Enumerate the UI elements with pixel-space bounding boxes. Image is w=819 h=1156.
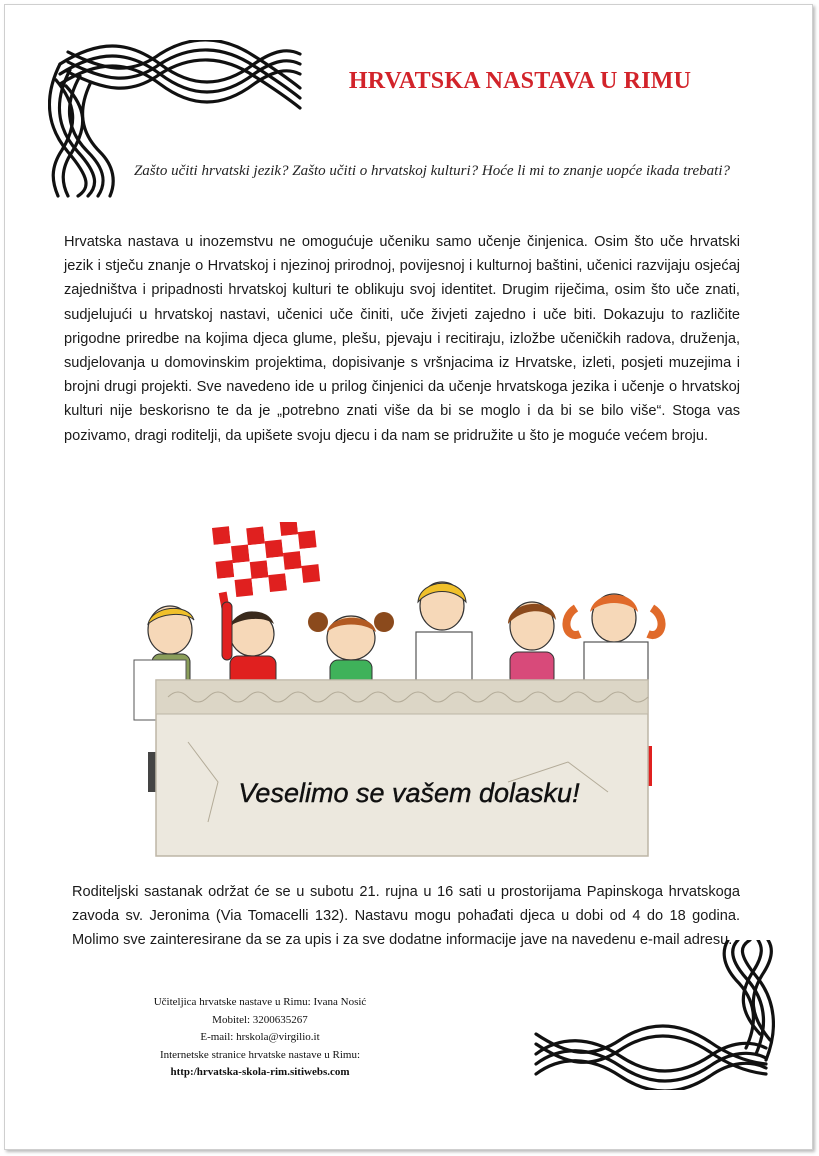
teacher-line: Učiteljica hrvatske nastave u Rimu: Ivana Nosić: [153, 996, 367, 1008]
flag-square: [250, 560, 269, 579]
child-figure: [416, 582, 472, 684]
flag-square: [300, 547, 319, 566]
subtitle-questions: Zašto učiti hrvatski jezik? Zašto učiti o hrvatskoj kulturi? Hoće li mi to znanje uopće ikada trebati?: [133, 163, 731, 179]
flag-square: [248, 543, 267, 562]
braid-ornament-bottom-right: [530, 940, 775, 1090]
email-line[interactable]: E-mail: hrskola@virgilio.it: [200, 1031, 320, 1043]
flag-square: [296, 522, 315, 532]
flag-square: [233, 561, 252, 580]
page-title: HRVATSKA NASTAVA U RIMU: [348, 68, 692, 94]
flag-square: [266, 556, 285, 575]
flag-square: [265, 539, 284, 558]
website-link[interactable]: http:/hrvatska-skola-rim.sitiwebs.com: [170, 1066, 350, 1078]
flag-square: [229, 528, 248, 547]
mobile-line: Mobitel: 3200635267: [212, 1013, 308, 1026]
intro-paragraph: Hrvatska nastava u inozemstvu ne omogućuje učeniku samo učenje činjenica. Osim što uče hrvatski jezik i stječu znanje o Hrvatskoj i njezinoj prirodnoj, povijesnoj i kulturnoj baštini, učenici razvijaju osjećaj zajedništva i pripadnosti hrvatskoj kulturi te oblikuju svoj identitet. Drugim riječima, osim što uče znati, sudjelujući u hrvatskoj nastavi, učenici uče činiti, uče živjeti zajedno i uče biti. Dokazuju to različite prigodne priredbe na kojima djeca glume, plešu, pjevaju i recitiraju, izložbe učeničkih radova, druženja, sudjelovanja u domovinskim projektima, dopisivanje s vršnjacima iz Hrvatske, izleti, posjeti muzejima i brojni drugi projekti. Sve navedeno ide u prilog činjenici da učenje hrvatskoga jezika i učenje o hrvatskoj kulturi nije beskorisno te da je „potrebno znati više da bi se moglo i da bi se bilo više“. Stoga vas pozivamo, dragi roditelji, da upišete svoju djecu i da nam se pridružite u što je moguće većem broju.: [64, 234, 740, 444]
flag-square: [298, 530, 317, 549]
flag-square: [283, 551, 302, 570]
slogan-text: Veselimo se vašem dolasku!: [238, 778, 580, 808]
flag-square: [268, 573, 287, 592]
website-label: Internetske stranice hrvatske nastave u Rimu:: [159, 1048, 361, 1061]
flag-square: [246, 527, 265, 546]
contact-block: [110, 994, 410, 1082]
flag-square: [216, 560, 235, 579]
flag-square: [285, 568, 304, 587]
slogan-wrap: [0, 770, 819, 819]
slogan-banner: [0, 770, 819, 814]
checkerboard-flag: [212, 522, 321, 600]
flag-square: [235, 578, 254, 597]
flag-square: [212, 526, 231, 545]
flag-square: [301, 564, 320, 583]
stone-tablet: [156, 680, 648, 856]
child-figure: [508, 602, 556, 686]
meeting-paragraph: Roditeljski sastanak održat će se u subotu 21. rujna u 16 sati u prostorijama Papinskoga hrvatskoga zavoda sv. Jeronima (Via Tomacelli 132). Nastavu mogu pohađati djeca u dobi od 4 do 18 godina. Molimo sve zainteresirane da se za upis i za sve dodatne informacije jave na navedenu e-mail adresu.: [72, 884, 740, 949]
flag-square: [231, 544, 250, 563]
flag-square: [214, 543, 233, 562]
flag-square: [279, 522, 298, 536]
flag-square: [281, 534, 300, 553]
flag-square: [252, 577, 271, 596]
flag-square: [263, 523, 282, 542]
